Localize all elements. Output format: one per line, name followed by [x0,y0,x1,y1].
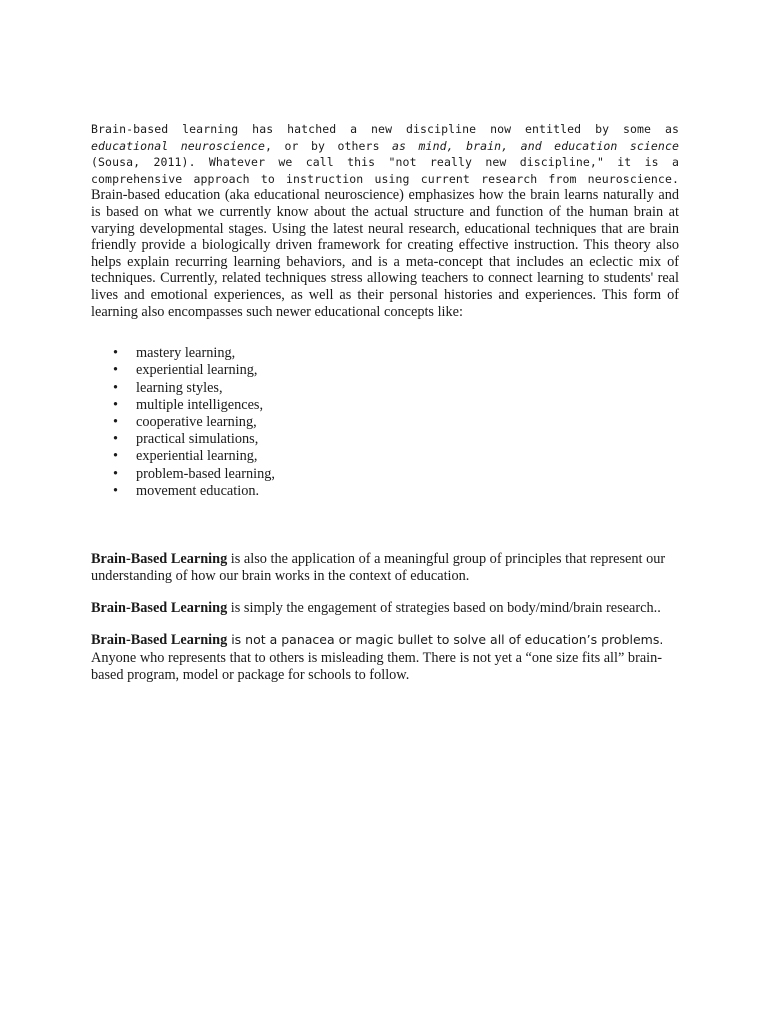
concept-list [91,345,679,500]
paragraph-text: is simply the engagement of strategies based on body/mind/brain research.. [227,599,661,616]
document-page [91,121,679,684]
term-brain-based-learning: Brain-Based Learning [91,632,228,649]
intro-paragraph [91,121,679,320]
list-item-text: experiential learning, [136,362,258,379]
intro-italic-term-b: as mind, brain, and education science [392,138,679,153]
paragraph-text: is also the application of a meaningful group of principles that represent our understanding of how our brain works in the context of education. [91,550,666,585]
intro-italic-term-a: educational neuroscience [91,138,265,153]
list-item-text: learning styles, [136,379,223,396]
bullet-icon: • [113,362,119,379]
bullet-icon: • [113,345,119,362]
paragraph-strategies [91,600,679,617]
list-item-text: problem-based learning, [136,465,275,482]
paragraph-principles [91,551,679,586]
bullet-icon: • [113,413,119,430]
term-brain-based-learning: Brain-Based Learning [91,550,228,567]
list-item [113,362,679,379]
bullet-icon: • [113,448,119,465]
bullet-icon: • [113,396,119,413]
paragraph-not-panacea [91,631,679,684]
list-item-text: mastery learning, [136,345,236,362]
intro-serif-text: Brain-based education (aka educational neuroscience) emphasizes how the brain learns naturally and is based on what we currently know about the actual structure and function of the human brain at varying developmental stages. Using the latest neural research, educational techniques that are brain friendly provide a biologically driven framework for creating effective instruction. This theory also helps explain recurring learning behaviors, and is a meta-concept that includes an eclectic mix of techniques. Currently, related techniques stress allowing teachers to connect learning to students' real lives and emotional experiences, as well as their personal histories and experiences. This form of learning also encompasses such newer educational concepts like: [91,187,679,320]
list-item [113,448,679,465]
intro-mono-text-a: Brain-based learning has hatched a new discipline now entitled by some as [91,122,679,136]
list-item [113,345,679,362]
paragraph-sans-text: is not a panacea or magic bullet to solve all of education’s problems. [227,632,664,648]
list-item-text: movement education. [136,482,260,499]
intro-mono-text-c: (Sousa, 2011). Whatever we call this "not really new discipline," it is a comprehensive approach to instruction using current research from neuroscience. [91,155,679,186]
list-item [113,466,679,483]
list-item-text: multiple intelligences, [136,396,264,413]
bullet-icon: • [113,465,119,482]
term-brain-based-learning: Brain-Based Learning [91,599,228,616]
bullet-icon: • [113,431,119,448]
list-item [113,431,679,448]
list-item [113,397,679,414]
bullet-icon: • [113,482,119,499]
list-item [113,380,679,397]
list-item-text: practical simulations, [136,431,259,448]
list-item [113,414,679,431]
paragraph-text: Anyone who represents that to others is misleading them. There is not yet a “one size fits all” brain-based program, model or package for schools to follow. [91,649,663,683]
intro-mono-text-b: , or by others [265,138,393,153]
list-item-text: experiential learning, [136,448,258,465]
list-item [113,483,679,500]
list-item-text: cooperative learning, [136,413,257,430]
bullet-icon: • [113,379,119,396]
